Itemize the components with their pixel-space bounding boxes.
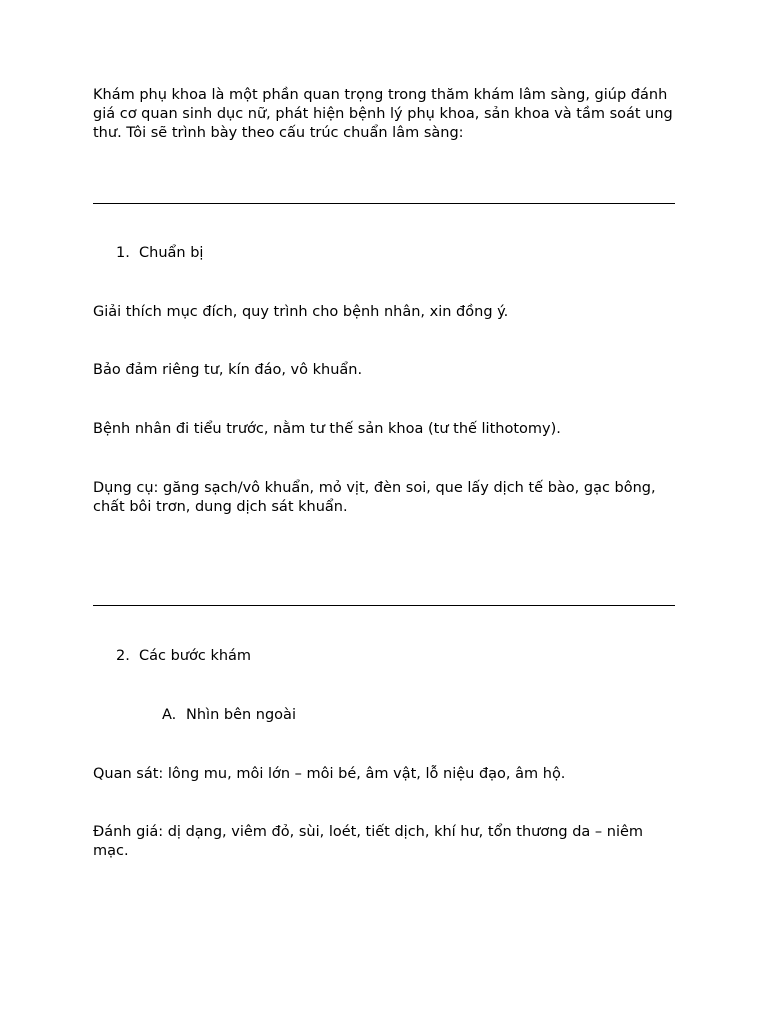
exam-item-assess: Đánh giá: dị dạng, viêm đỏ, sùi, loét, tiết dịch, khí hư, tổn thương da – niêm mạc. bbox=[93, 824, 644, 859]
prep-item-tools: Dụng cụ: găng sạch/vô khuẩn, mỏ vịt, đèn soi, que lấy dịch tế bào, gạc bông, chất bôi trơn, dung dịch sát khuẩn. bbox=[93, 480, 656, 515]
exam-item-observe: Quan sát: lông mu, môi lớn – môi bé, âm vật, lỗ niệu đạo, âm hộ. bbox=[93, 766, 566, 782]
prep-item-position: Bệnh nhân đi tiểu trước, nằm tư thế sản khoa (tư thế lithotomy). bbox=[93, 421, 561, 437]
section-number: 2. bbox=[116, 648, 130, 664]
prep-item-consent: Giải thích mục đích, quy trình cho bệnh nhân, xin đồng ý. bbox=[93, 304, 509, 320]
section-heading-2 bbox=[116, 647, 251, 666]
horizontal-rule bbox=[93, 203, 675, 204]
section-heading-1 bbox=[116, 244, 203, 263]
subsection-title: Nhìn bên ngoài bbox=[186, 707, 296, 723]
prep-item-privacy: Bảo đảm riêng tư, kín đáo, vô khuẩn. bbox=[93, 362, 363, 378]
section-title: Các bước khám bbox=[139, 648, 252, 664]
subsection-heading-a bbox=[162, 706, 296, 725]
intro-paragraph: Khám phụ khoa là một phần quan trọng trong thăm khám lâm sàng, giúp đánh giá cơ quan sinh dục nữ, phát hiện bệnh lý phụ khoa, sản khoa và tầm soát ung thư. Tôi sẽ trình bày theo cấu trúc chuẩn lâm sàng: bbox=[93, 87, 673, 141]
section-title: Chuẩn bị bbox=[139, 245, 204, 261]
section-number: 1. bbox=[116, 245, 130, 261]
subsection-letter: A. bbox=[162, 707, 177, 723]
horizontal-rule bbox=[93, 605, 675, 606]
